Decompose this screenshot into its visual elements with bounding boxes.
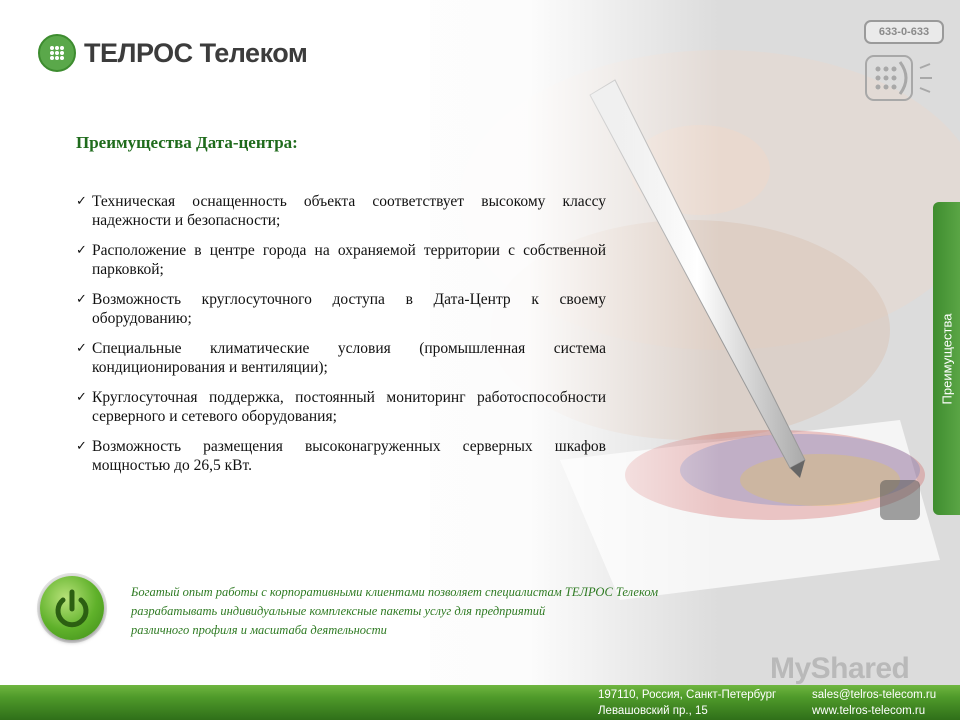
company-note	[131, 583, 831, 640]
address-line: Левашовский пр., 15	[598, 705, 708, 717]
list-item	[76, 388, 606, 426]
list-item	[76, 192, 606, 230]
list-item-text: Техническая оснащенность объекта соответствует высокому классу надежности и безопасности;	[92, 193, 606, 229]
address-line: 197110, Россия, Санкт-Петербург	[598, 689, 777, 701]
page-title: Преимущества Дата-центра:	[76, 133, 298, 152]
list-item	[76, 437, 606, 475]
footer-contacts	[812, 687, 936, 719]
phone-number: 633-0-633	[864, 20, 944, 44]
footer-address	[598, 687, 776, 719]
telros-logo	[38, 34, 307, 72]
checkmark-icon: ✓	[76, 194, 87, 209]
note-line: различного профиля и масштаба деятельности	[131, 623, 387, 637]
checkmark-icon: ✓	[76, 439, 87, 454]
list-item	[76, 339, 606, 377]
list-item	[76, 290, 606, 328]
logo-mark-icon	[38, 34, 76, 72]
website-link[interactable]: www.telros-telecom.ru	[812, 705, 926, 717]
email-link[interactable]: sales@telros-telecom.ru	[812, 689, 937, 701]
footer	[0, 685, 960, 720]
list-item	[76, 241, 606, 279]
checkmark-icon: ✓	[76, 341, 87, 356]
list-item-text: Круглосуточная поддержка, постоянный мониторинг работоспособности серверного и сетевого оборудования;	[92, 389, 606, 425]
side-tab-advantages[interactable]	[933, 202, 960, 515]
checkmark-icon: ✓	[76, 292, 87, 307]
list-item-text: Возможность размещения высоконагруженных серверных шкафов мощностью до 26,5 кВт.	[92, 438, 606, 474]
checkmark-icon: ✓	[76, 243, 87, 258]
list-item-text: Возможность круглосуточного доступа в Дата-Центр к своему оборудованию;	[92, 291, 606, 327]
power-icon	[40, 576, 104, 640]
brand-name: ТЕЛРОС Телеком	[84, 37, 308, 68]
list-item-text: Специальные климатические условия (промышленная система кондиционирования и вентиляции);	[92, 340, 606, 376]
note-line: Богатый опыт работы с корпоративными клиентами позволяет специалистам ТЕЛРОС Телеком	[131, 585, 659, 599]
list-item-text: Расположение в центре города на охраняемой территории с собственной парковкой;	[92, 242, 606, 278]
power-button[interactable]	[40, 576, 104, 640]
side-tab-label: Преимущества	[939, 313, 954, 404]
note-line: разрабатывать индивидуальные комплексные пакеты услуг для предприятий	[131, 604, 546, 618]
phone-icon	[864, 54, 944, 104]
advantages-list	[76, 192, 606, 486]
checkmark-icon: ✓	[76, 390, 87, 405]
watermark: MyShared	[770, 652, 910, 685]
